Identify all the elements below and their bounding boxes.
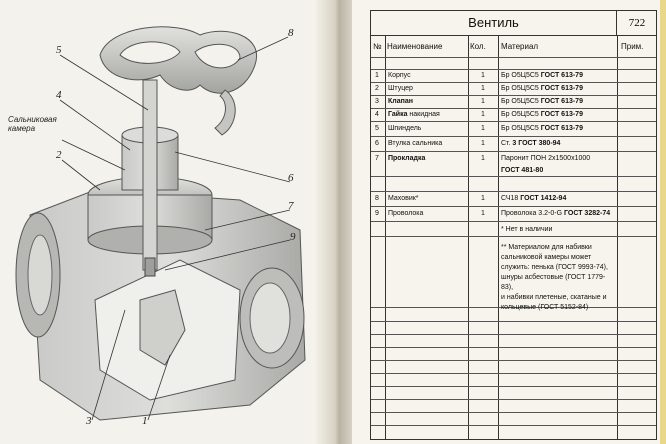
row-7-name: Прокладка — [388, 155, 426, 162]
row-5-qty: 1 — [481, 125, 485, 132]
row-4-name-main: Гайка — [388, 111, 408, 118]
valve-cutaway-drawing — [0, 0, 330, 444]
callout-9: 9 — [290, 231, 296, 243]
row-1-name: Корпус — [388, 72, 411, 79]
footnote-line: ** Материалом для набивки — [501, 244, 592, 251]
row-5-mat: Бр О5Ц5С5 — [501, 125, 539, 132]
row-4-mat: Бр О5Ц5С5 — [501, 111, 539, 118]
callout-5: 5 — [56, 44, 62, 56]
row-9-name: Проволока — [388, 210, 424, 217]
row-6-no: 6 — [375, 140, 379, 147]
header-material: Материал — [501, 36, 615, 58]
callout-4: 4 — [56, 89, 62, 101]
row-8-std: ГОСТ 1412-94 — [520, 195, 567, 202]
callout-3: 3 — [86, 415, 92, 427]
row-5-name: Шпиндель — [388, 125, 422, 132]
row-3-name: Клапан — [388, 98, 413, 105]
row-8-mat: СЧ18 — [501, 195, 519, 202]
row-7-material: Паронит ПОН 2х1500х1000 — [501, 155, 591, 162]
row-1-material — [501, 72, 583, 79]
callout-chamber-line2: камера — [8, 124, 36, 133]
row-3-qty: 1 — [481, 98, 485, 105]
row-6-mat: Ст. — [501, 140, 511, 147]
row-6-qty: 1 — [481, 140, 485, 147]
row-2-name: Штуцер — [388, 85, 413, 92]
footnote-not-available: * Нет в наличии — [501, 226, 553, 233]
row-9-mat: Проволока 3.2-0-G — [501, 210, 563, 217]
row-2-qty: 1 — [481, 85, 485, 92]
row-9-qty: 1 — [481, 210, 485, 217]
callout-1: 1 — [142, 415, 148, 427]
row-7-material-std: ГОСТ 481-80 — [501, 167, 544, 174]
row-2-material — [501, 85, 583, 92]
row-7-qty: 1 — [481, 155, 485, 162]
row-5-no: 5 — [375, 125, 379, 132]
page-edge — [660, 0, 666, 444]
row-2-std: ГОСТ 613-79 — [540, 85, 583, 92]
footnote-line: кольцевые (ГОСТ 5152-84) — [501, 304, 589, 311]
row-8-no: 8 — [375, 195, 379, 202]
row-1-std: ГОСТ 613-79 — [540, 72, 583, 79]
row-6-name: Втулка сальника — [388, 140, 443, 147]
table-title: Вентиль — [371, 11, 617, 36]
row-4-material — [501, 111, 583, 118]
callout-chamber-line1: Сальниковая — [8, 115, 57, 124]
callout-7: 7 — [288, 200, 294, 212]
row-2-no: 2 — [375, 85, 379, 92]
row-9-material — [501, 210, 610, 217]
header-name: Наименование — [387, 36, 467, 58]
row-2-mat: Бр О5Ц5С5 — [501, 85, 539, 92]
callout-8: 8 — [288, 27, 294, 39]
row-3-mat: Бр О5Ц5С5 — [501, 98, 539, 105]
spec-table — [370, 10, 657, 440]
row-9-std: ГОСТ 3282-74 — [564, 210, 611, 217]
header-no: № — [373, 36, 385, 58]
header-qty: Кол. — [470, 36, 498, 58]
footnote-line: шнуры асбестовые (ГОСТ 1779-83), — [501, 274, 606, 291]
callout-2: 2 — [56, 149, 62, 161]
row-4-qty: 1 — [481, 111, 485, 118]
row-4-no: 4 — [375, 111, 379, 118]
row-4-name-sub: накидная — [409, 111, 440, 118]
row-4-name — [388, 111, 440, 118]
page-number: 722 — [617, 11, 657, 36]
row-1-no: 1 — [375, 72, 379, 79]
row-3-material — [501, 98, 583, 105]
row-1-mat: Бр О5Ц5С5 — [501, 72, 539, 79]
row-1-qty: 1 — [481, 72, 485, 79]
footnote-line: и набивки плетеные, скатаные и — [501, 294, 607, 301]
row-5-material — [501, 125, 583, 132]
row-6-std: 3 ГОСТ 380-94 — [512, 140, 561, 147]
footnote-packing-materials — [501, 243, 615, 313]
row-5-std: ГОСТ 613-79 — [540, 125, 583, 132]
callout-chamber-label — [8, 115, 57, 133]
row-6-material — [501, 140, 560, 147]
row-3-std: ГОСТ 613-79 — [540, 98, 583, 105]
row-8-name: Маховик* — [388, 195, 419, 202]
callout-6: 6 — [288, 172, 294, 184]
row-3-no: 3 — [375, 98, 379, 105]
row-4-std: ГОСТ 613-79 — [540, 111, 583, 118]
footnote-line: служить: пенька (ГОСТ 9993-74), — [501, 264, 608, 271]
row-7-no: 7 — [375, 155, 379, 162]
row-8-material — [501, 195, 566, 202]
footnote-line: сальниковой камеры может — [501, 254, 592, 261]
header-note: Прим. — [621, 36, 657, 58]
row-8-qty: 1 — [481, 195, 485, 202]
row-9-no: 9 — [375, 210, 379, 217]
